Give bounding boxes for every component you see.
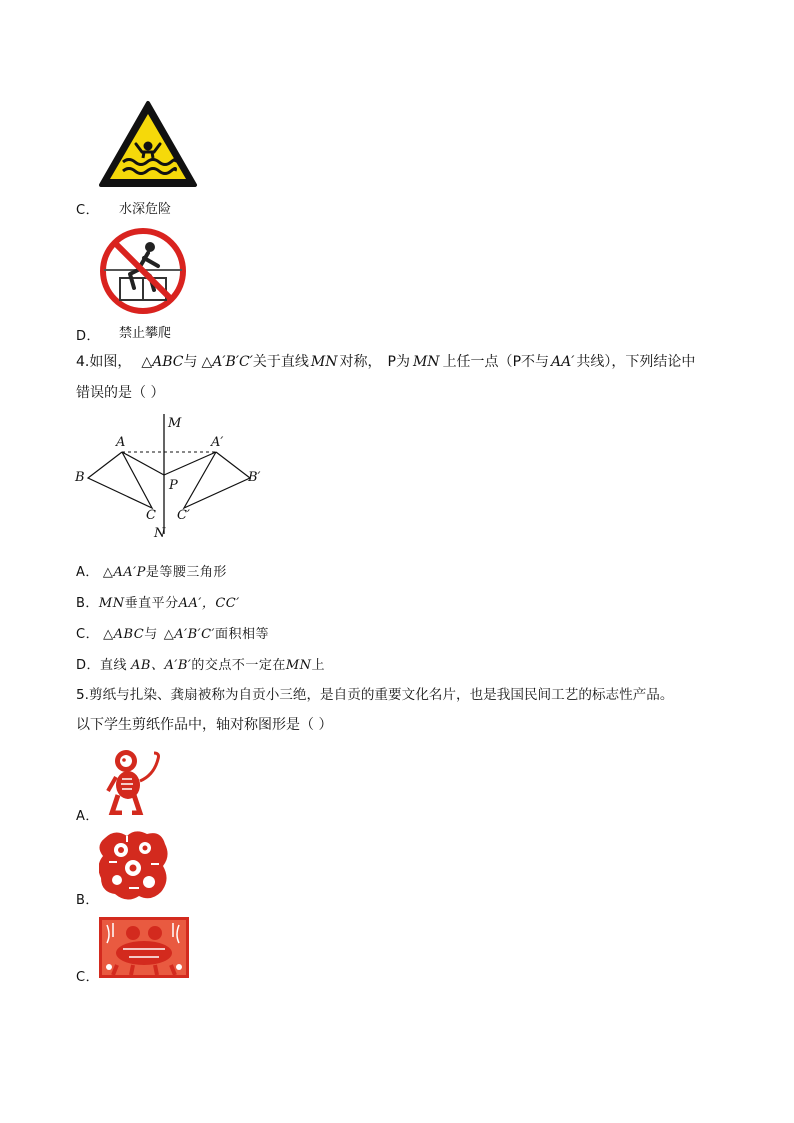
label-n: N [154, 526, 166, 541]
math: △A′B′C′ [201, 354, 253, 370]
sign-caption: 禁止攀爬 [119, 326, 172, 341]
math: AA′P [113, 565, 146, 580]
question-4-stem [76, 347, 695, 377]
option-text: 与 [144, 627, 158, 642]
option-text: 垂直平分 [124, 596, 179, 611]
option-b[interactable] [76, 592, 240, 611]
text: 关于直线 [252, 354, 309, 370]
math: AB、A′B′ [131, 658, 192, 673]
option-letter: A． [76, 565, 99, 580]
option-letter[interactable]: C． [76, 970, 100, 985]
text: 与 [183, 354, 198, 370]
math: MN [285, 658, 312, 673]
no-climbing-sign [100, 228, 186, 314]
text: 如图， [89, 354, 132, 370]
option-text: 面积相等 [214, 627, 269, 642]
option-letter: D． [76, 658, 101, 673]
rider-papercut-image [99, 917, 189, 978]
option-letter: C． [76, 627, 100, 642]
math: MN [98, 596, 125, 611]
math: MN [310, 354, 338, 370]
triangle-symbol: △ [103, 627, 114, 642]
option-letter: B． [76, 596, 99, 611]
label-m: M [168, 416, 182, 431]
option-c[interactable] [76, 623, 269, 642]
option-d[interactable] [76, 654, 325, 673]
text: P不与 [512, 354, 550, 370]
label-a-prime: A′ [211, 435, 224, 450]
option-text: 上 [311, 658, 326, 673]
question-4-stem-line2: 错误的是（ ） [76, 385, 165, 401]
monkey-papercut-image [100, 747, 164, 815]
math: AA′，CC′ [178, 596, 240, 611]
option-text: 是等腰三角形 [145, 565, 227, 580]
label-b: B [75, 470, 85, 485]
math: ABC [113, 627, 145, 642]
symmetry-figure [70, 412, 270, 544]
triangle-symbol: △ [163, 627, 175, 642]
text: P为 [387, 354, 410, 370]
sign-caption: 水深危险 [119, 202, 172, 217]
option-text: 直线 [100, 658, 128, 673]
label-a: A [116, 435, 126, 450]
math: AA′ [551, 354, 575, 370]
option-letter[interactable]: A． [76, 809, 99, 824]
triangle-symbol: △ [102, 565, 114, 580]
option-a[interactable] [76, 561, 227, 580]
label-p: P [169, 478, 178, 493]
label-c-prime: C′ [177, 508, 190, 523]
option-letter[interactable]: B． [76, 893, 99, 908]
water-danger-sign [98, 100, 198, 188]
label-c: C [146, 508, 156, 523]
question-5-stem-line2: 以下学生剪纸作品中，轴对称图形是（ ） [76, 717, 333, 733]
math: △ABC [141, 354, 184, 370]
label-b-prime: B′ [248, 470, 261, 485]
text: 对称， [339, 354, 382, 370]
text: 共线），下列结论中 [576, 354, 696, 370]
text: 上任一点（ [442, 354, 513, 370]
question-number: 4. [76, 354, 90, 370]
math: MN [412, 354, 440, 370]
option-letter: D． [76, 329, 101, 344]
floral-papercut-image [99, 828, 169, 900]
question-5-stem: 5.剪纸与扎染、龚扇被称为自贡小三绝，是自贡的重要文化名片，也是我国民间工艺的标志性产品。 [76, 687, 674, 703]
option-letter: C． [76, 203, 100, 218]
option-text: 的交点不一定在 [191, 658, 286, 673]
math: A′B′C′ [174, 627, 215, 642]
